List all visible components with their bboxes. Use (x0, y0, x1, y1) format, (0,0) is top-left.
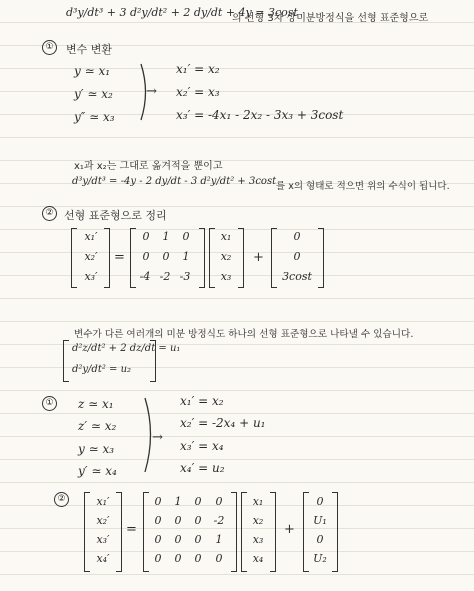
problem-instruction: 의 선형 3차 상미분방정식을 선형 표준형으로 (232, 13, 429, 24)
state-entry: x₂ (220, 250, 232, 263)
input-entry: 0 (293, 230, 301, 243)
explanation-text: 를 x의 형태로 적으면 위의 수식이 됩니다. (276, 181, 450, 192)
equals-sign: = (114, 250, 125, 265)
result-equation: x₃′ = x₄ (180, 439, 224, 453)
step1-label: 변수 변환 (66, 43, 113, 56)
plus-sign: + (284, 522, 295, 537)
substitution: y′ ≃ x₂ (74, 87, 113, 101)
explanation-line: x₁과 x₂는 그대로 옮겨적을 뿐이고 (74, 161, 223, 172)
problem-equation: d³y/dt³ + 3 d²y/dt² + 2 dy/dt + 4y = 3cost (66, 6, 298, 19)
system-equation: d²y/dt² = u₂ (72, 364, 132, 375)
input-entry: 0 (316, 533, 324, 546)
arrow: → (146, 84, 157, 99)
input-entry: U₁ (313, 514, 327, 527)
matrix-cell: 0 (142, 250, 150, 263)
step-marker-2: ② (54, 492, 69, 507)
brace-curve (145, 398, 151, 472)
matrix-cell: 0 (142, 230, 150, 243)
state-entry: x₃ (252, 533, 264, 546)
matrix-cell: 1 (162, 230, 170, 243)
matrix-cell: -2 (159, 270, 171, 283)
state-entry: x₁ (220, 230, 232, 243)
matrix-cell: 0 (162, 250, 170, 263)
state-entry: x₁ (252, 495, 264, 508)
result-equation: x₁′ = x₂ (176, 62, 220, 76)
input-entry: U₂ (313, 552, 327, 565)
system-equation: d²z/dt² + 2 dz/dt = u₁ (72, 343, 181, 354)
input-entry: 0 (293, 250, 301, 263)
matrix-cell: 1 (182, 250, 190, 263)
matrix-cell: 0 (154, 533, 162, 546)
matrix-cell: -3 (179, 270, 191, 283)
state-derivative-entry: x₂′ (96, 514, 110, 527)
substitution: y ≃ x₃ (78, 442, 115, 456)
state-entry: x₃ (220, 270, 232, 283)
matrix-cell: 0 (194, 514, 202, 527)
step-marker-1: ① (42, 40, 57, 55)
state-derivative-entry: x₁′ (84, 230, 98, 243)
state-derivative-entry: x₂′ (84, 250, 98, 263)
input-entry: 0 (316, 495, 324, 508)
matrix-cell: -2 (213, 514, 225, 527)
brace-curve (141, 64, 146, 120)
matrix-cell: 0 (154, 514, 162, 527)
matrix-cell: 1 (174, 495, 182, 508)
state-derivative-entry: x₄′ (96, 552, 110, 565)
matrix-cell: 0 (154, 495, 162, 508)
result-equation: x₄′ = u₂ (180, 461, 225, 475)
matrix-cell: 0 (174, 552, 182, 565)
plus-sign: + (253, 250, 264, 265)
result-equation: x₂′ = -2x₄ + u₁ (180, 416, 266, 430)
matrix-cell: 0 (194, 533, 202, 546)
result-equation: x₃′ = -4x₁ - 2x₂ - 3x₃ + 3cost (176, 108, 344, 122)
result-equation: x₁′ = x₂ (180, 394, 224, 408)
substitution: z ≃ x₁ (78, 397, 114, 411)
state-entry: x₄ (252, 552, 264, 565)
matrix-cell: 0 (182, 230, 190, 243)
arrow: → (152, 430, 163, 445)
matrix-cell: 0 (194, 552, 202, 565)
substitution: y ≃ x₁ (74, 64, 111, 78)
input-entry: 3cost (282, 270, 312, 283)
matrix-cell: -4 (139, 270, 151, 283)
matrix-cell: 1 (215, 533, 223, 546)
substitution: z′ ≃ x₂ (78, 419, 117, 433)
part2-intro: 변수가 다른 여러개의 미분 방정식도 하나의 선형 표준형으로 나타낼 수 있습니다. (74, 329, 414, 340)
step2-label: 선형 표준형으로 정리 (64, 209, 167, 222)
state-derivative-entry: x₃′ (84, 270, 98, 283)
state-entry: x₂ (252, 514, 264, 527)
step-marker-1: ① (42, 396, 57, 411)
matrix-cell: 0 (174, 514, 182, 527)
matrix-cell: 0 (154, 552, 162, 565)
step-marker-2: ② (42, 206, 57, 221)
state-derivative-entry: x₁′ (96, 495, 110, 508)
explanation-equation: d³y/dt³ = -4y - 2 dy/dt - 3 d²y/dt² + 3cost (72, 176, 277, 187)
result-equation: x₂′ = x₃ (176, 85, 220, 99)
equals-sign: = (126, 522, 137, 537)
substitution: y′ ≃ x₄ (78, 464, 117, 478)
state-derivative-entry: x₃′ (96, 533, 110, 546)
matrix-cell: 0 (194, 495, 202, 508)
matrix-cell: 0 (215, 552, 223, 565)
matrix-cell: 0 (215, 495, 223, 508)
matrix-cell: 0 (174, 533, 182, 546)
substitution: y″ ≃ x₃ (74, 110, 115, 124)
